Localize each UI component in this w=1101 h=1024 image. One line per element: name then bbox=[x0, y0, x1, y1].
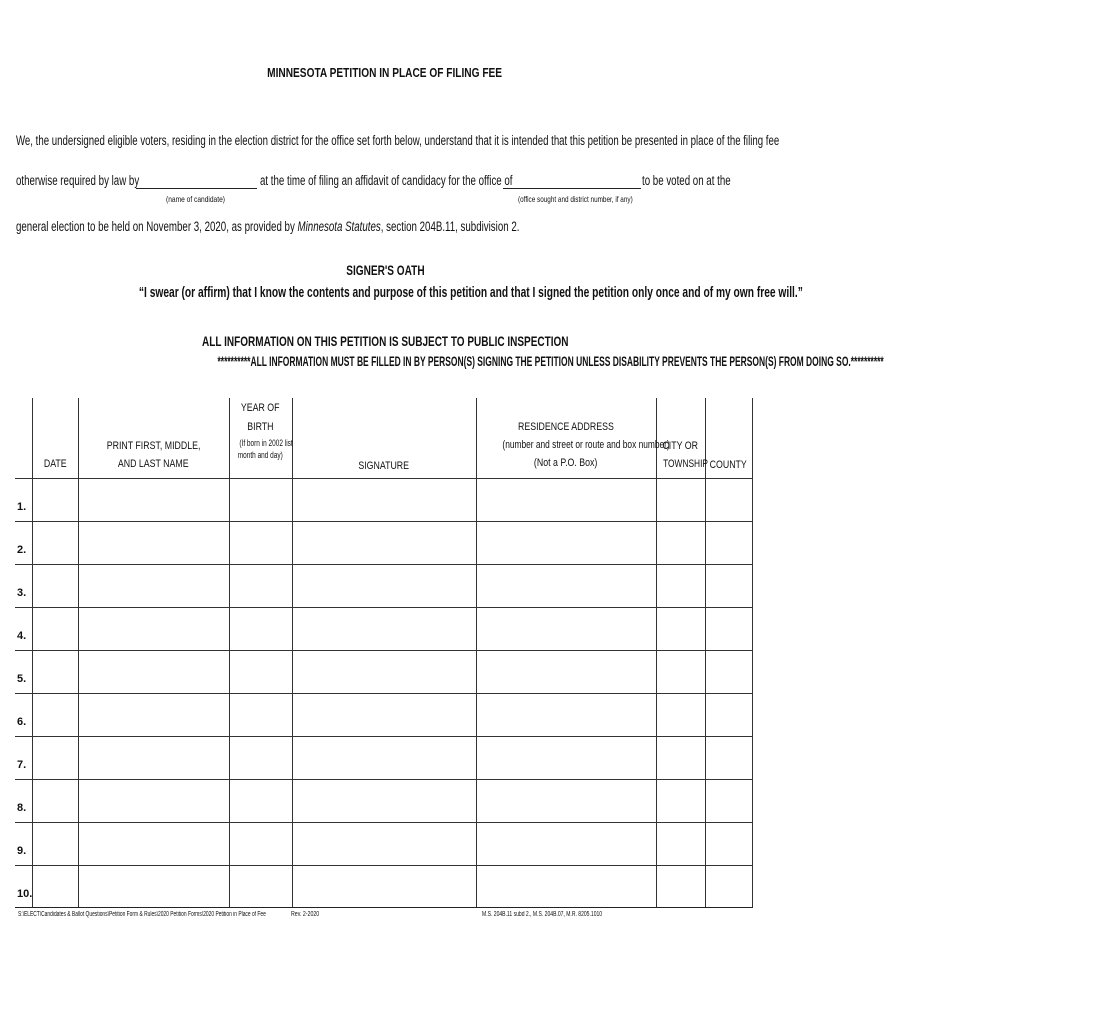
header-year-of-birth: YEAR OF BIRTH (If born in 2002 list month and day) bbox=[237, 402, 293, 460]
col-divider bbox=[229, 398, 230, 908]
table-row-number: 7. bbox=[17, 759, 27, 771]
header-city: CITY OR TOWNSHIP bbox=[662, 440, 708, 470]
header-residence: RESIDENCE ADDRESS (number and street or route and box number) (Not a P.O. Box) bbox=[502, 421, 670, 469]
caption-office: (office sought and district number, if any) bbox=[518, 194, 633, 204]
intro-line-2-start: otherwise required by law by bbox=[16, 173, 140, 188]
col-divider bbox=[656, 398, 657, 908]
table-row-number: 5. bbox=[17, 673, 27, 685]
col-divider bbox=[476, 398, 477, 908]
footer-statutes: M.S. 204B.11 subd 2., M.S. 204B.07, M.R. 8205.1010 bbox=[482, 911, 603, 918]
must-fill-notice: **********ALL INFORMATION MUST BE FILLED IN BY PERSON(S) SIGNING THE PETITION UNLESS DISABILITY PREVENTS THE PERSON(S) FROM DOING SO.********** bbox=[217, 353, 884, 369]
candidate-name-field[interactable] bbox=[136, 174, 257, 189]
caption-candidate: (name of candidate) bbox=[166, 194, 225, 204]
row-divider bbox=[15, 822, 753, 823]
row-divider bbox=[15, 521, 753, 522]
office-sought-field[interactable] bbox=[503, 174, 641, 189]
col-divider bbox=[752, 398, 753, 908]
row-divider bbox=[15, 736, 753, 737]
table-row-number: 6. bbox=[17, 716, 27, 728]
col-divider bbox=[32, 398, 33, 908]
table-bottom bbox=[15, 907, 753, 908]
signature-table bbox=[15, 398, 753, 908]
header-name: PRINT FIRST, MIDDLE, AND LAST NAME bbox=[106, 440, 201, 470]
row-divider bbox=[15, 865, 753, 866]
col-divider bbox=[705, 398, 706, 908]
footer-file-path: S:\ELECT\Candidates & Ballot Questions\Petition Form & Rules\2020 Petition Forms\2020 Petition in Place of Fee bbox=[18, 911, 266, 918]
table-row-number: 3. bbox=[17, 587, 27, 599]
oath-heading: SIGNER'S OATH bbox=[345, 262, 425, 278]
table-row-number: 1. bbox=[17, 501, 27, 513]
row-divider bbox=[15, 693, 753, 694]
table-row-number: 9. bbox=[17, 845, 27, 857]
intro-line-3: general election to be held on November 3, 2020, as provided by Minnesota Statutes, section 204B.11, subdivision 2. bbox=[16, 219, 520, 234]
footer-revision: Rev. 2-2020 bbox=[291, 911, 320, 918]
table-row-number: 8. bbox=[17, 802, 27, 814]
row-divider bbox=[15, 779, 753, 780]
col-divider bbox=[78, 398, 79, 908]
intro-line-1: We, the undersigned eligible voters, residing in the election district for the office set forth below, understand that it is intended that this petition be presented in place of the filing fee bbox=[16, 133, 780, 148]
col-divider bbox=[292, 398, 293, 908]
table-row-number: 2. bbox=[17, 544, 27, 556]
row-divider bbox=[15, 478, 753, 479]
header-date: DATE bbox=[43, 458, 67, 470]
header-signature: SIGNATURE bbox=[358, 460, 410, 472]
public-inspection-notice: ALL INFORMATION ON THIS PETITION IS SUBJECT TO PUBLIC INSPECTION bbox=[201, 333, 569, 349]
header-county: COUNTY bbox=[709, 459, 748, 471]
row-divider bbox=[15, 650, 753, 651]
row-divider bbox=[15, 564, 753, 565]
oath-text: “I swear (or affirm) that I know the contents and purpose of this petition and that I signed the petition only once and of my own free will.” bbox=[138, 285, 803, 301]
page-title: MINNESOTA PETITION IN PLACE OF FILING FEE bbox=[267, 65, 503, 80]
table-row-number: 10. bbox=[17, 888, 33, 900]
row-divider bbox=[15, 607, 753, 608]
table-row-number: 4. bbox=[17, 630, 27, 642]
